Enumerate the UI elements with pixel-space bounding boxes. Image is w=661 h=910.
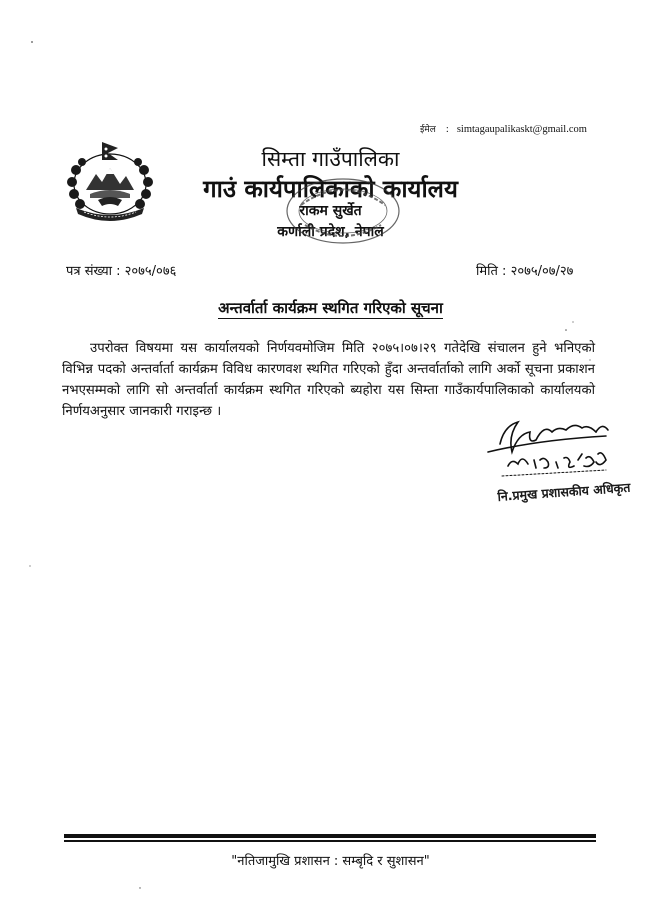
email-label: ईमेल <box>420 124 436 134</box>
footer-motto: "नतिजामुखि प्रशासन : सम्बृदि र सुशासन" <box>231 854 430 869</box>
notice-subject-text: अन्तर्वार्ता कार्यक्रम स्थगित गरिएको सूचना <box>218 299 443 317</box>
org-name-line1: सिम्ता गाउँपालिका <box>261 147 400 171</box>
signatory-title: नि.प्रमुख प्रशासकीय अधिकृत <box>497 479 631 504</box>
letter-date: मिति : २०७५/०७/२७ <box>476 264 574 279</box>
notice-subject <box>0 298 661 318</box>
footer-divider-thin <box>64 840 596 842</box>
email-line <box>420 122 587 135</box>
footer-divider-thick <box>64 834 596 838</box>
notice-body: उपरोक्त विषयमा यस कार्यालयको निर्णयवमोजिम मिति २०७५।०७।२९ गतेदेखि संचालन हुने भनिएको विभिन्न पदको अन्तर्वार्ता कार्यक्रम विविध कारणवश स्थगित गरिएको हुँदा अन्तर्वार्ताको लागि अर्को सूचना प्रकाशन नभएसम्मको लागि सो अन्तर्वार्ता कार्यक्रम स्थगित गरिएको ब्यहोरा यस सिम्ता गाउँकार्यपालिकाको कार्यालयको निर्णयअनुसार जानकारी गराइन्छ । <box>62 341 595 419</box>
email-address: simtagaupalikaskt@gmail.com <box>456 124 587 135</box>
email-separator: : <box>445 124 449 135</box>
office-stamp-icon <box>283 175 403 247</box>
org-address-line1: राकम सुर्खेत <box>299 203 362 219</box>
org-address-line2: कर्णाली प्रदेश, नेपाल <box>277 224 384 240</box>
reference-number: पत्र संख्या : २०७५/०७६ <box>66 264 177 279</box>
org-name-line2: गाउं कार्यपालिकाको कार्यालय <box>203 175 458 203</box>
